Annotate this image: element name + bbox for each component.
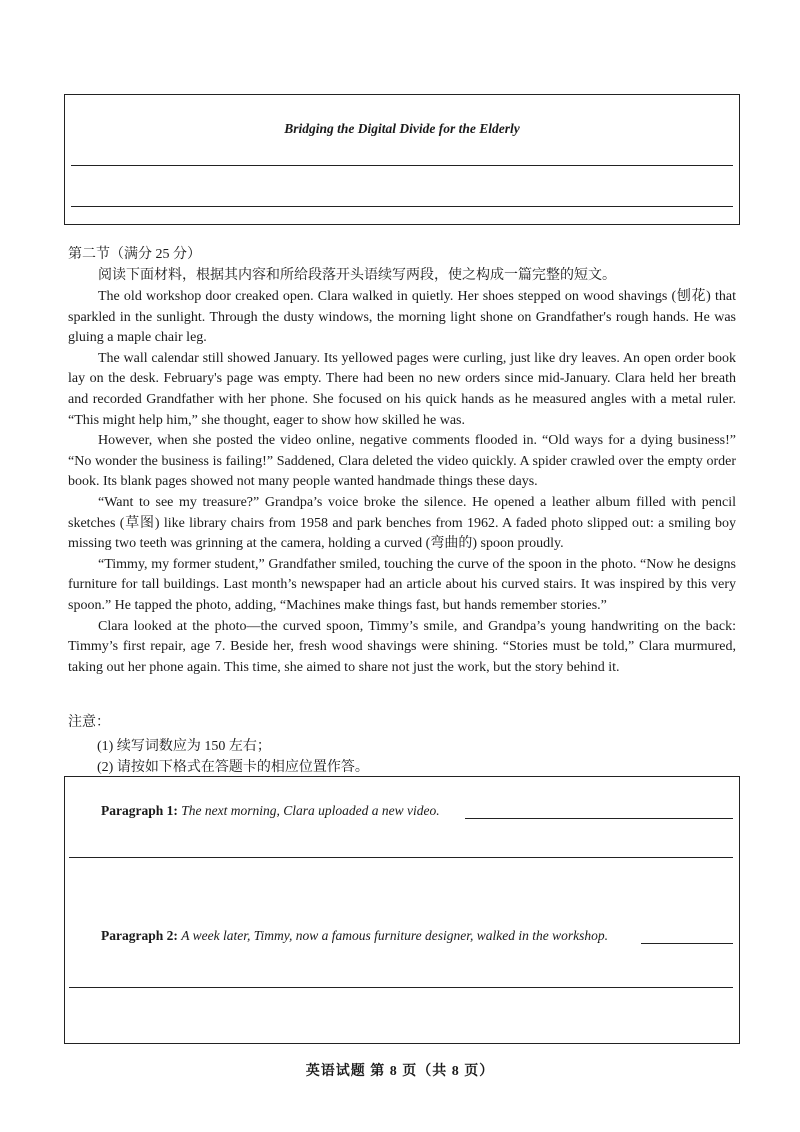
paragraph-1-label: Paragraph 1: [101, 803, 178, 818]
story-paragraph: The wall calendar still showed January. Its yellowed pages were curling, just like dry leaves. An open order book lay on the desk. February's page was empty. There had been no new orders since mid-January. Clara held her breath and recorded Grandfather with her phone. She focused on his quick hands as he measured angles with a metal ruler. “This might help him,” she thought, eager to show how skilled he was. [68, 350, 736, 428]
title-writing-box [64, 94, 740, 225]
writing-line[interactable] [465, 818, 733, 819]
paragraph-2-label: Paragraph 2: [101, 928, 178, 943]
writing-line[interactable] [69, 857, 733, 858]
writing-line[interactable] [71, 165, 733, 166]
section-instruction: 阅读下面材料，根据其内容和所给段落开头语续写两段，使之构成一篇完整的短文。 [98, 268, 616, 283]
paragraph-2-opening: A week later, Timmy, now a famous furniture designer, walked in the workshop. [181, 928, 608, 943]
story-paragraph: The old workshop door creaked open. Clara walked in quietly. Her shoes stepped on wood shavings (刨花) that sparkled in the sunlight. Through the dusty windows, the morning light shone on Grandfather's rough hands. He was gluing a maple chair leg. [68, 289, 736, 346]
notes-heading: 注意： [68, 715, 110, 730]
writing-line[interactable] [71, 206, 733, 207]
section-heading: 第二节（满分 25 分） [68, 247, 201, 262]
story-paragraph: “Timmy, my former student,” Grandfather smiled, touching the curve of the spoon in the photo. “Now he designs furniture for tall buildings. Last month’s newspaper had an article about his curved stairs. It was inspired by this very spoon.” He tapped the photo, adding, “Machines make things fast, but hands remember stories.” [68, 556, 736, 613]
paragraph-2-prompt [101, 928, 608, 944]
writing-line[interactable] [69, 987, 733, 988]
paragraph-1-opening: The next morning, Clara uploaded a new video. [181, 803, 440, 818]
story-passage [68, 287, 736, 678]
writing-line[interactable] [641, 943, 733, 944]
note-item: (1) 续写词数应为 150 左右； [97, 739, 271, 754]
story-paragraph: However, when she posted the video online, negative comments flooded in. “Old ways for a dying business!” “No wonder the business is failing!” Saddened, Clara deleted the video quickly. A spider crawled over the empty order book. Its blank pages showed not many people wanted handmade things these days. [68, 433, 736, 490]
story-paragraph: Clara looked at the photo—the curved spoon, Timmy’s smile, and Grandpa’s young handwriting on the back: Timmy’s first repair, age 7. Beside her, fresh wood shavings were shining. “Stories must be told,” Clara murmured, taking out her phone again. This time, she aimed to share not just the work, but the story behind it. [68, 618, 736, 675]
page-footer: 英语试题 第 8 页（共 8 页） [305, 1064, 495, 1079]
essay-title: Bridging the Digital Divide for the Elderly [284, 121, 520, 136]
paragraph-1-prompt [101, 803, 440, 819]
note-item: (2) 请按如下格式在答题卡的相应位置作答。 [97, 760, 369, 775]
continuation-writing-box [64, 776, 740, 1044]
story-paragraph: “Want to see my treasure?” Grandpa’s voice broke the silence. He opened a leather album filled with pencil sketches (草图) like library chairs from 1958 and park benches from 1962. A faded photo slipped out: a smiling boy missing two teeth was grinning at the camera, holding a curved (弯曲的) spoon proudly. [68, 494, 736, 552]
